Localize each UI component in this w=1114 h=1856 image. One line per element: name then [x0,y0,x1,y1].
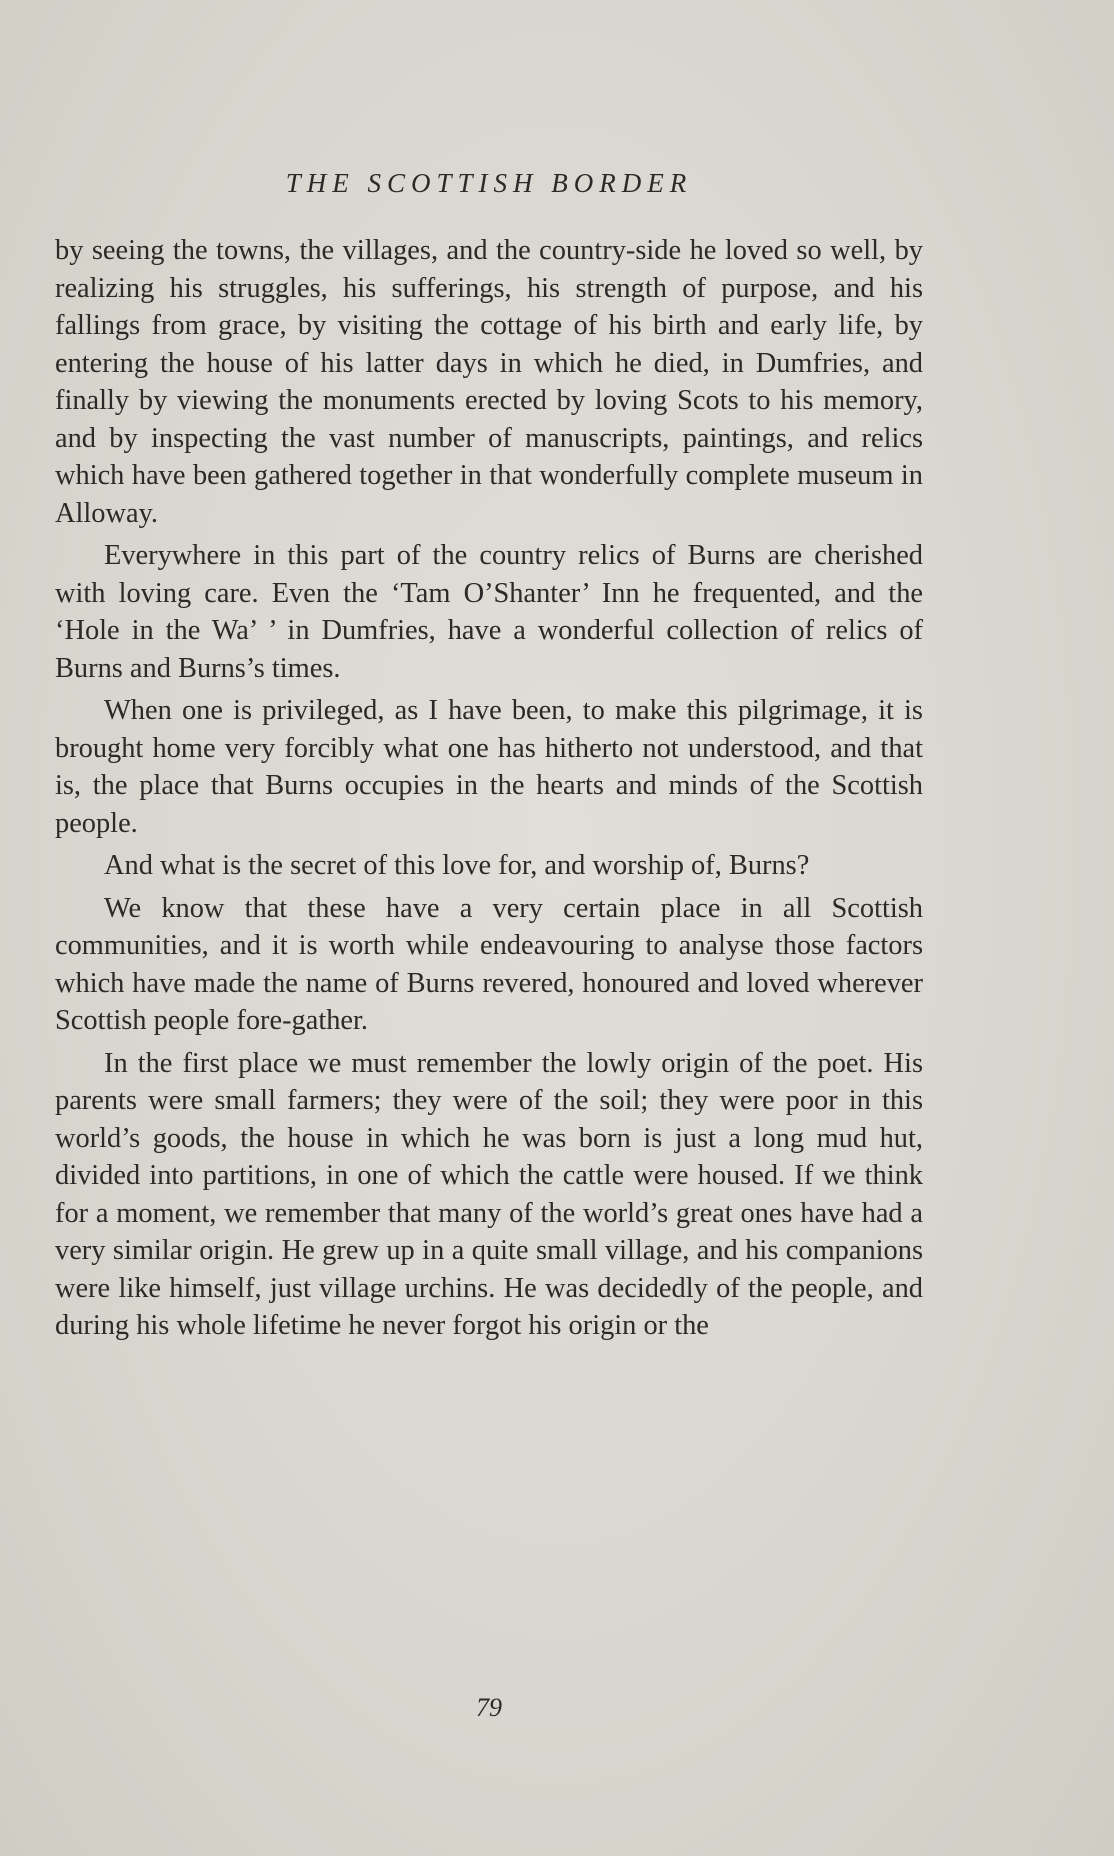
paragraph-continuation: by seeing the towns, the villages, and the country-side he loved so well, by realizing his struggles, his sufferings, his strength of purpose, and his fallings from grace, by visiting the cottage of his birth and early life, by entering the house of his latter days in which he died, in Dumfries, and finally by viewing the monuments erected by loving Scots to his memory, and by inspecting the vast number of manuscripts, paintings, and relics which have been gathered together in that wonderfully complete museum in Alloway. [55,235,923,529]
running-head: THE SCOTTISH BORDER [285,168,693,198]
paragraph: Everywhere in this part of the country relics of Burns are cherished with loving care. Even the ‘Tam O’Shanter’ Inn he frequented, and the ‘Hole in the Wa’ ’ in Dumfries, have a wonderful collection of relics of Burns and Burns’s times. [55,540,923,684]
book-page [55,0,923,1856]
page-number: 79 [476,1693,502,1722]
paragraph: When one is privileged, as I have been, to make this pilgrimage, it is brought home very forcibly what one has hitherto not understood, and that is, the place that Burns occupies in the hearts and minds of the Scottish people. [55,695,923,839]
paragraph: And what is the secret of this love for, and worship of, Burns? [104,850,810,881]
paragraph: In the first place we must remember the lowly origin of the poet. His parents were small farmers; they were of the soil; they were poor in this world’s goods, the house in which he was born is just a long mud hut, divided into partitions, in one of which the cattle were housed. If we think for a moment, we remember that many of the world’s great ones have had a very similar origin. He grew up in a quite small village, and his companions were like himself, just village urchins. He was decidedly of the people, and during his whole lifetime he never forgot his origin or the [55,1047,923,1341]
paragraph: We know that these have a very certain place in all Scottish communities, and it is worth while endeavouring to analyse those factors which have made the name of Burns revered, honoured and loved wherever Scottish people fore-gather. [55,892,923,1036]
body-text [55,232,923,1350]
